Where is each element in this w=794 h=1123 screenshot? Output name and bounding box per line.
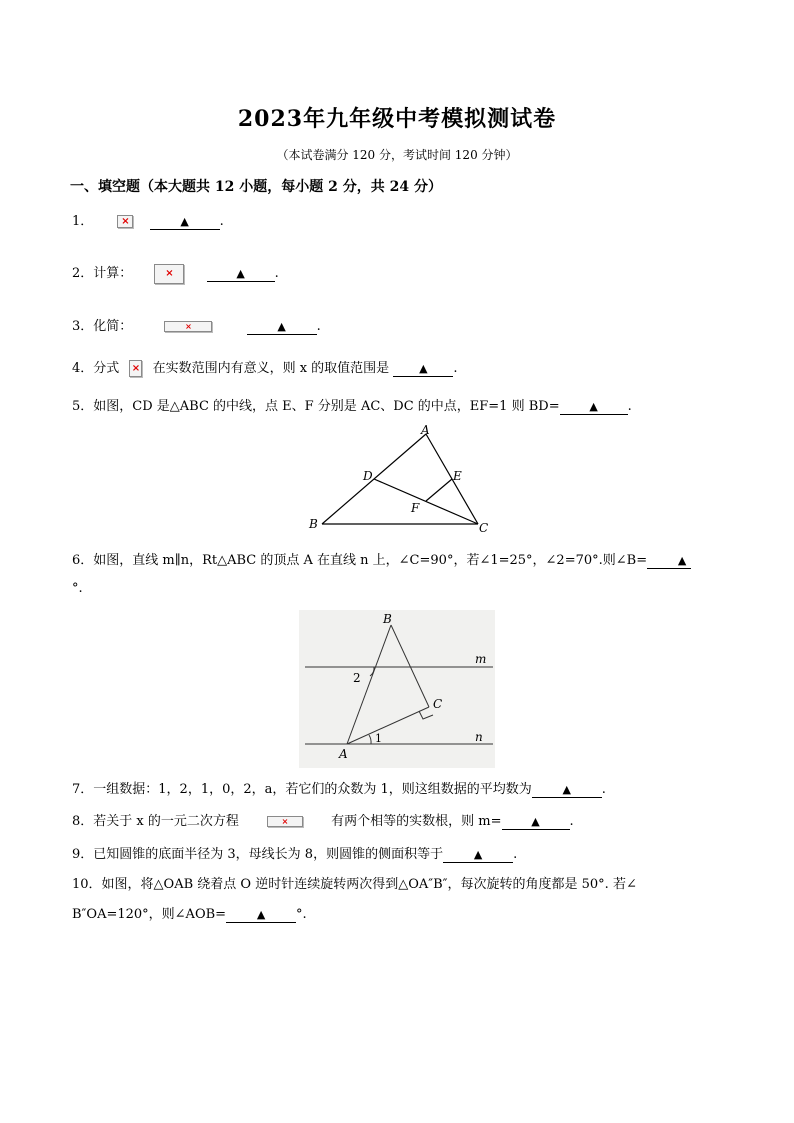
question-8: 8．若关于 x 的一元二次方程 × 有两个相等的实数根，则 m= ▲ . xyxy=(72,814,574,829)
label-m: m xyxy=(475,652,487,666)
answer-blank[interactable]: ▲ xyxy=(502,814,570,830)
answer-blank[interactable]: ▲ xyxy=(393,361,453,377)
answer-blank[interactable]: ▲ xyxy=(247,319,317,335)
answer-blank[interactable]: ▲ xyxy=(207,266,275,282)
broken-image-icon: × xyxy=(117,215,133,228)
question-2-number: 2．计算： xyxy=(72,266,133,281)
question-2: 2．计算： × ▲ . xyxy=(72,262,279,284)
question-1: 1． × ▲ . xyxy=(72,214,224,229)
question-4-number: 4．分式 xyxy=(72,361,120,376)
question-3: 3．化简： × ▲ . xyxy=(72,319,321,334)
parallel-lines-figure xyxy=(299,610,495,768)
question-1-number: 1． xyxy=(72,214,94,229)
segment-dc xyxy=(374,479,478,524)
question-4: 4．分式 × 在实数范围内有意义，则 x 的取值范围是 ▲ . xyxy=(72,361,458,376)
answer-blank[interactable]: ▲ xyxy=(532,782,602,798)
segment-fe xyxy=(426,479,452,501)
label-b: B xyxy=(309,517,318,531)
question-6-continued: °. xyxy=(72,581,83,596)
label-c: C xyxy=(479,521,489,535)
label-e: E xyxy=(453,469,462,483)
answer-blank[interactable]: ▲ xyxy=(150,214,220,230)
answer-blank[interactable]: ▲ xyxy=(443,847,513,863)
question-10: 10．如图，将△OAB 绕着点 O 逆时针连续旋转两次得到△OA″B″，每次旋转的角度都是 50°. 若∠ xyxy=(72,877,637,892)
answer-blank[interactable]: ▲ xyxy=(647,553,691,569)
page-title: 2023年九年级中考模拟测试卷 xyxy=(237,106,557,132)
label-b: B xyxy=(383,612,392,626)
label-angle-2: 2 xyxy=(353,671,361,685)
label-a: A xyxy=(339,747,348,761)
label-f: F xyxy=(411,501,420,515)
triangle-abc-figure xyxy=(300,420,500,538)
question-9: 9．已知圆锥的底面半径为 3，母线长为 8，则圆锥的侧面积等于 ▲ . xyxy=(72,847,518,862)
broken-image-icon: × xyxy=(164,321,212,332)
label-c: C xyxy=(433,697,443,711)
label-d: D xyxy=(363,469,373,483)
question-10-continued: B″OA=120°，则∠AOB= ▲ °. xyxy=(72,907,307,922)
exam-subtitle: （本试卷满分 120 分，考试时间 120 分钟） xyxy=(276,148,518,162)
label-a: A xyxy=(421,423,430,437)
question-3-number: 3．化简： xyxy=(72,319,133,334)
broken-image-icon: × xyxy=(129,360,142,377)
question-5: 5．如图，CD 是△ABC 的中线，点 E、F 分别是 AC、DC 的中点，EF=1 则 BD= ▲ . xyxy=(72,399,632,414)
label-n: n xyxy=(475,730,483,744)
broken-image-icon: × xyxy=(154,264,184,284)
question-6: 6．如图，直线 m∥n，Rt△ABC 的顶点 A 在直线 n 上，∠C=90°，若∠1=25°，∠2=70°.则∠B= ▲ xyxy=(72,549,691,569)
section-heading: 一、填空题（本大题共 12 小题，每小题 2 分，共 24 分） xyxy=(70,179,442,195)
answer-blank[interactable]: ▲ xyxy=(226,907,296,923)
answer-blank[interactable]: ▲ xyxy=(560,399,628,415)
broken-image-icon: × xyxy=(267,816,303,827)
question-7: 7．一组数据：1，2，1，0，2，a，若它们的众数为 1，则这组数据的平均数为 ▲ . xyxy=(72,782,606,797)
label-angle-1: 1 xyxy=(375,732,382,745)
